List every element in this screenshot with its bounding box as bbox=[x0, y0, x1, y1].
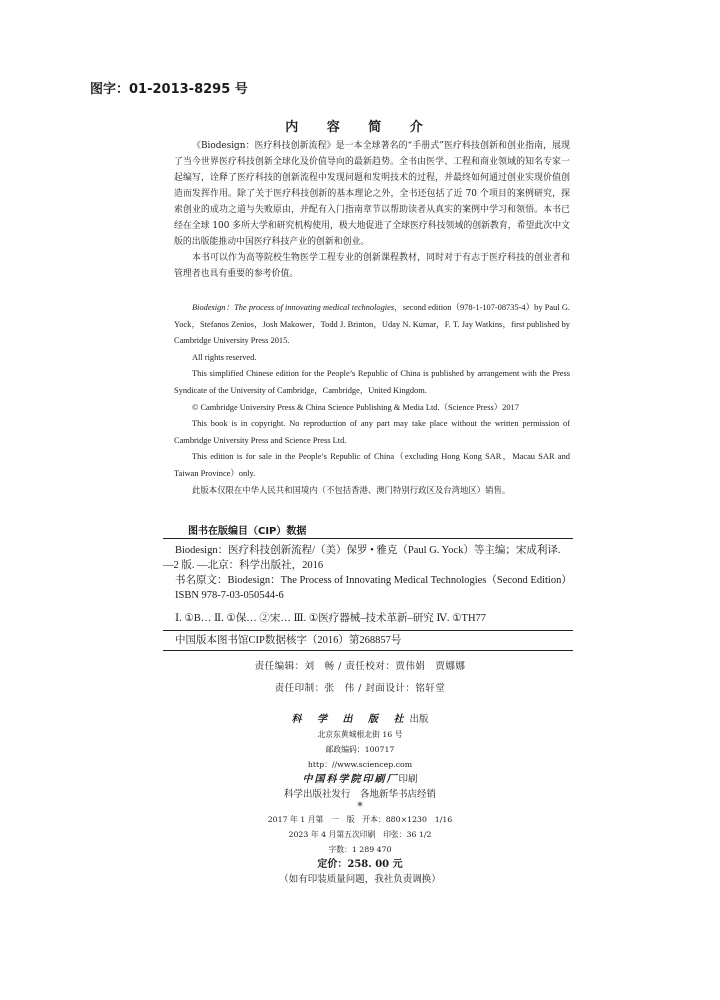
publisher-name-line bbox=[0, 712, 720, 727]
publisher-logotype: 科 学 出 版 社 bbox=[291, 714, 410, 725]
copyright-block bbox=[174, 300, 570, 499]
intro-title: 内 容 简 介 bbox=[285, 120, 435, 135]
rights-statement: All rights reserved. bbox=[192, 352, 257, 362]
editors-block bbox=[0, 656, 720, 700]
publisher-website: http：//www.sciencep.com bbox=[307, 760, 413, 769]
printer-suffix: 印刷 bbox=[398, 774, 418, 785]
cip-data-box bbox=[163, 538, 573, 651]
publisher-postcode: 邮政编码：100717 bbox=[325, 745, 395, 754]
printing-line: 2023 年 4 月第五次印刷 印张：36 1/2 bbox=[288, 830, 432, 839]
price: 定价：258. 00 元 bbox=[317, 859, 403, 870]
edition-statement bbox=[174, 300, 570, 350]
intro-paragraph: 《Biodesign：医疗科技创新流程》是一本全球著名的“手册式”医疗科技创新和创业指南，展现了当今世界医疗科技创新全球化及价值导向的最新趋势。全书由医学、工程和商业领域的知名专家一起编写，诠释了医疗科技的创新流程中发现问题和发明技术的过程，并最终如何通过创业实现价值创造而发挥作用。除了关于医疗科技创新的基本理论之外，全书还包括了近 70 个项目的案例研究，探索创业的成功之道与失败原由，并配有入门指南章节以帮助读者从真实的案例中学习和领悟。本书已经在全球 100 多所大学和研究机构使用，极大地促进了全球医疗科技领域的创新教育，希望此次中文版的出版能推动中国医疗科技产业的创新和创业。 bbox=[174, 141, 570, 247]
cip-line: Biodesign：医疗科技创新流程/（美）保罗 • 雅克（Paul G. Yock）等主编；宋成利译. bbox=[175, 545, 561, 556]
cn-sale-statement: 此版本仅限在中华人民共和国境内（不包括香港、澳门特别行政区及台湾地区）销售。 bbox=[192, 485, 511, 495]
registration-number: 图字：01-2013-8295 号 bbox=[90, 82, 248, 97]
cip-line: ISBN 978-7-03-050544-6 bbox=[175, 590, 284, 601]
word-count: 字数：1 289 470 bbox=[328, 845, 392, 854]
edition-title: Biodesign：The process of innovating medical technologies bbox=[192, 303, 395, 312]
publisher-block bbox=[0, 712, 720, 887]
editors-line: 责任印制：张 伟 / 封面设计：铭轩堂 bbox=[274, 683, 446, 694]
publisher-suffix: 出版 bbox=[409, 714, 429, 725]
cip-line: —2 版. —北京：科学出版社，2016 bbox=[163, 560, 324, 571]
cip-line: Ⅰ. ①B… Ⅱ. ①保… ②宋… Ⅲ. ①医疗器械–技术革新–研究 Ⅳ. ①TH77 bbox=[163, 611, 573, 631]
cip-title: 图书在版编目（CIP）数据 bbox=[188, 526, 307, 537]
intro-text bbox=[174, 138, 570, 282]
publisher-address: 北京东黄城根北街 16 号 bbox=[317, 730, 403, 739]
simplified-edition-statement: This simplified Chinese edition for the People’s Republic of China is published by arrangement with the Press Syndicate of the University of Cambridge，Cambridge，United Kingdom. bbox=[174, 369, 570, 395]
printer-line bbox=[0, 772, 720, 787]
editors-line: 责任编辑：刘 畅 / 责任校对：贾伟娟 贾娜娜 bbox=[254, 661, 466, 672]
intro-paragraph: 本书可以作为高等院校生物医学工程专业的创新课程教材，同时对于有志于医疗科技的创业者和管理者也具有重要的参考价值。 bbox=[174, 253, 570, 279]
separator-star: * bbox=[357, 800, 363, 813]
distribution-line: 科学出版社发行 各地新华书店经销 bbox=[283, 789, 436, 800]
in-copyright-statement: This book is in copyright. No reproduction of any part may take place without the written permission of Cambridge University Press and Science Press Ltd. bbox=[174, 419, 570, 445]
printer-logotype: 中国科学院印刷厂 bbox=[302, 774, 399, 785]
edition-line: 2017 年 1 月第 一 版 开本：880×1230 1/16 bbox=[267, 815, 453, 824]
for-sale-statement: This edition is for sale in the People’s Republic of China（excluding Hong Kong SAR，Macau SAR and Taiwan Province）only. bbox=[174, 452, 570, 478]
edition-authors: ，second edition（978-1-107-08735-4）by Paul G. Yock，Stefanos Zenios，Josh Makower，Todd J. Brinton，Uday N. Kumar，F. T. Jay Watkins，first published by Cambridge University Press 2015. bbox=[174, 303, 570, 346]
quality-notice: （如有印装质量问题，我社负责调换） bbox=[279, 874, 441, 885]
copyright-line: © Cambridge University Press & China Science Publishing & Media Ltd.（Science Press）2017 bbox=[192, 402, 519, 412]
cip-line: 书名原文：Biodesign：The Process of Innovating Medical Technologies（Second Edition） bbox=[175, 575, 572, 586]
cip-line: 中国版本图书馆CIP数据核字（2016）第268857号 bbox=[175, 635, 402, 646]
